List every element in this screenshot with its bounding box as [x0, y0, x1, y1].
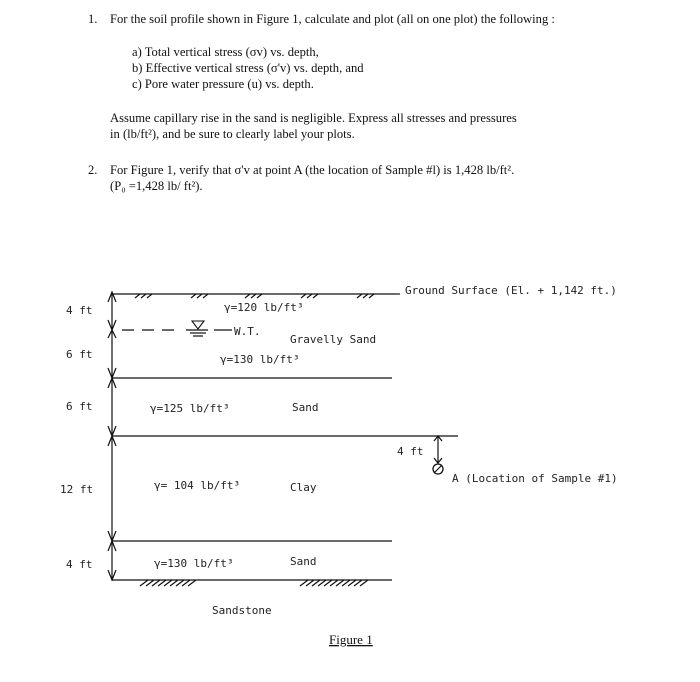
figure-labels — [60, 284, 618, 647]
water-table-label: W.T. — [234, 325, 261, 338]
problem-1-note-line-2: in (lb/ft²), and be sure to clearly label your plots. — [110, 127, 355, 141]
layer-thickness-1: 4 ft — [66, 304, 93, 317]
problem-1-item-b: b) Effective vertical stress (σ'v) vs. depth, and — [132, 61, 364, 75]
problem-1-item-a: a) Total vertical stress (σv) vs. depth, — [132, 45, 319, 59]
problem-1-intro: For the soil profile shown in Figure 1, calculate and plot (all on one plot) the following : — [110, 12, 555, 26]
soil-name-5: Sandstone — [212, 604, 272, 617]
sample-depth-label: 4 ft — [397, 445, 424, 458]
sample-a-marker — [433, 436, 443, 474]
ground-surface-label: Ground Surface (El. + 1,142 ft.) — [405, 284, 617, 297]
rock-hatching — [140, 580, 368, 586]
soil-profile-figure — [0, 250, 700, 670]
unit-weight-1: γ=120 lb/ft³ — [224, 301, 304, 314]
figure-caption: Figure 1 — [329, 632, 373, 647]
soil-name-2: Sand — [292, 401, 319, 414]
problem-1-note-line-1: Assume capillary rise in the sand is negligible. Express all stresses and pressures — [110, 111, 517, 125]
soil-name-4: Sand — [290, 555, 317, 568]
unit-weight-2: γ=130 lb/ft³ — [220, 353, 300, 366]
problem-2-line-2: (P₀ =1,428 lb/ ft²). — [110, 179, 203, 193]
problem-1-item-c: c) Pore water pressure (u) vs. depth. — [132, 77, 314, 91]
unit-weight-5: γ=130 lb/ft³ — [154, 557, 234, 570]
water-table-marker — [122, 321, 232, 336]
soil-name-3: Clay — [290, 481, 317, 494]
problem-2-line-1: For Figure 1, verify that σ'v at point A (the location of Sample #l) is 1,428 lb/ft². — [110, 163, 515, 177]
layer-thickness-4: 12 ft — [60, 483, 94, 496]
problem-2-number: 2. — [88, 163, 98, 177]
layer-thickness-2: 6 ft — [66, 348, 93, 361]
unit-weight-3: γ=125 lb/ft³ — [150, 402, 230, 415]
problem-1-number: 1. — [88, 12, 98, 26]
layer-thickness-5: 4 ft — [66, 558, 93, 571]
layer-thickness-3: 6 ft — [66, 400, 93, 413]
soil-name-1: Gravelly Sand — [290, 333, 377, 346]
sample-a-label: A (Location of Sample #1) — [452, 472, 618, 485]
unit-weight-4: γ= 104 lb/ft³ — [154, 479, 241, 492]
